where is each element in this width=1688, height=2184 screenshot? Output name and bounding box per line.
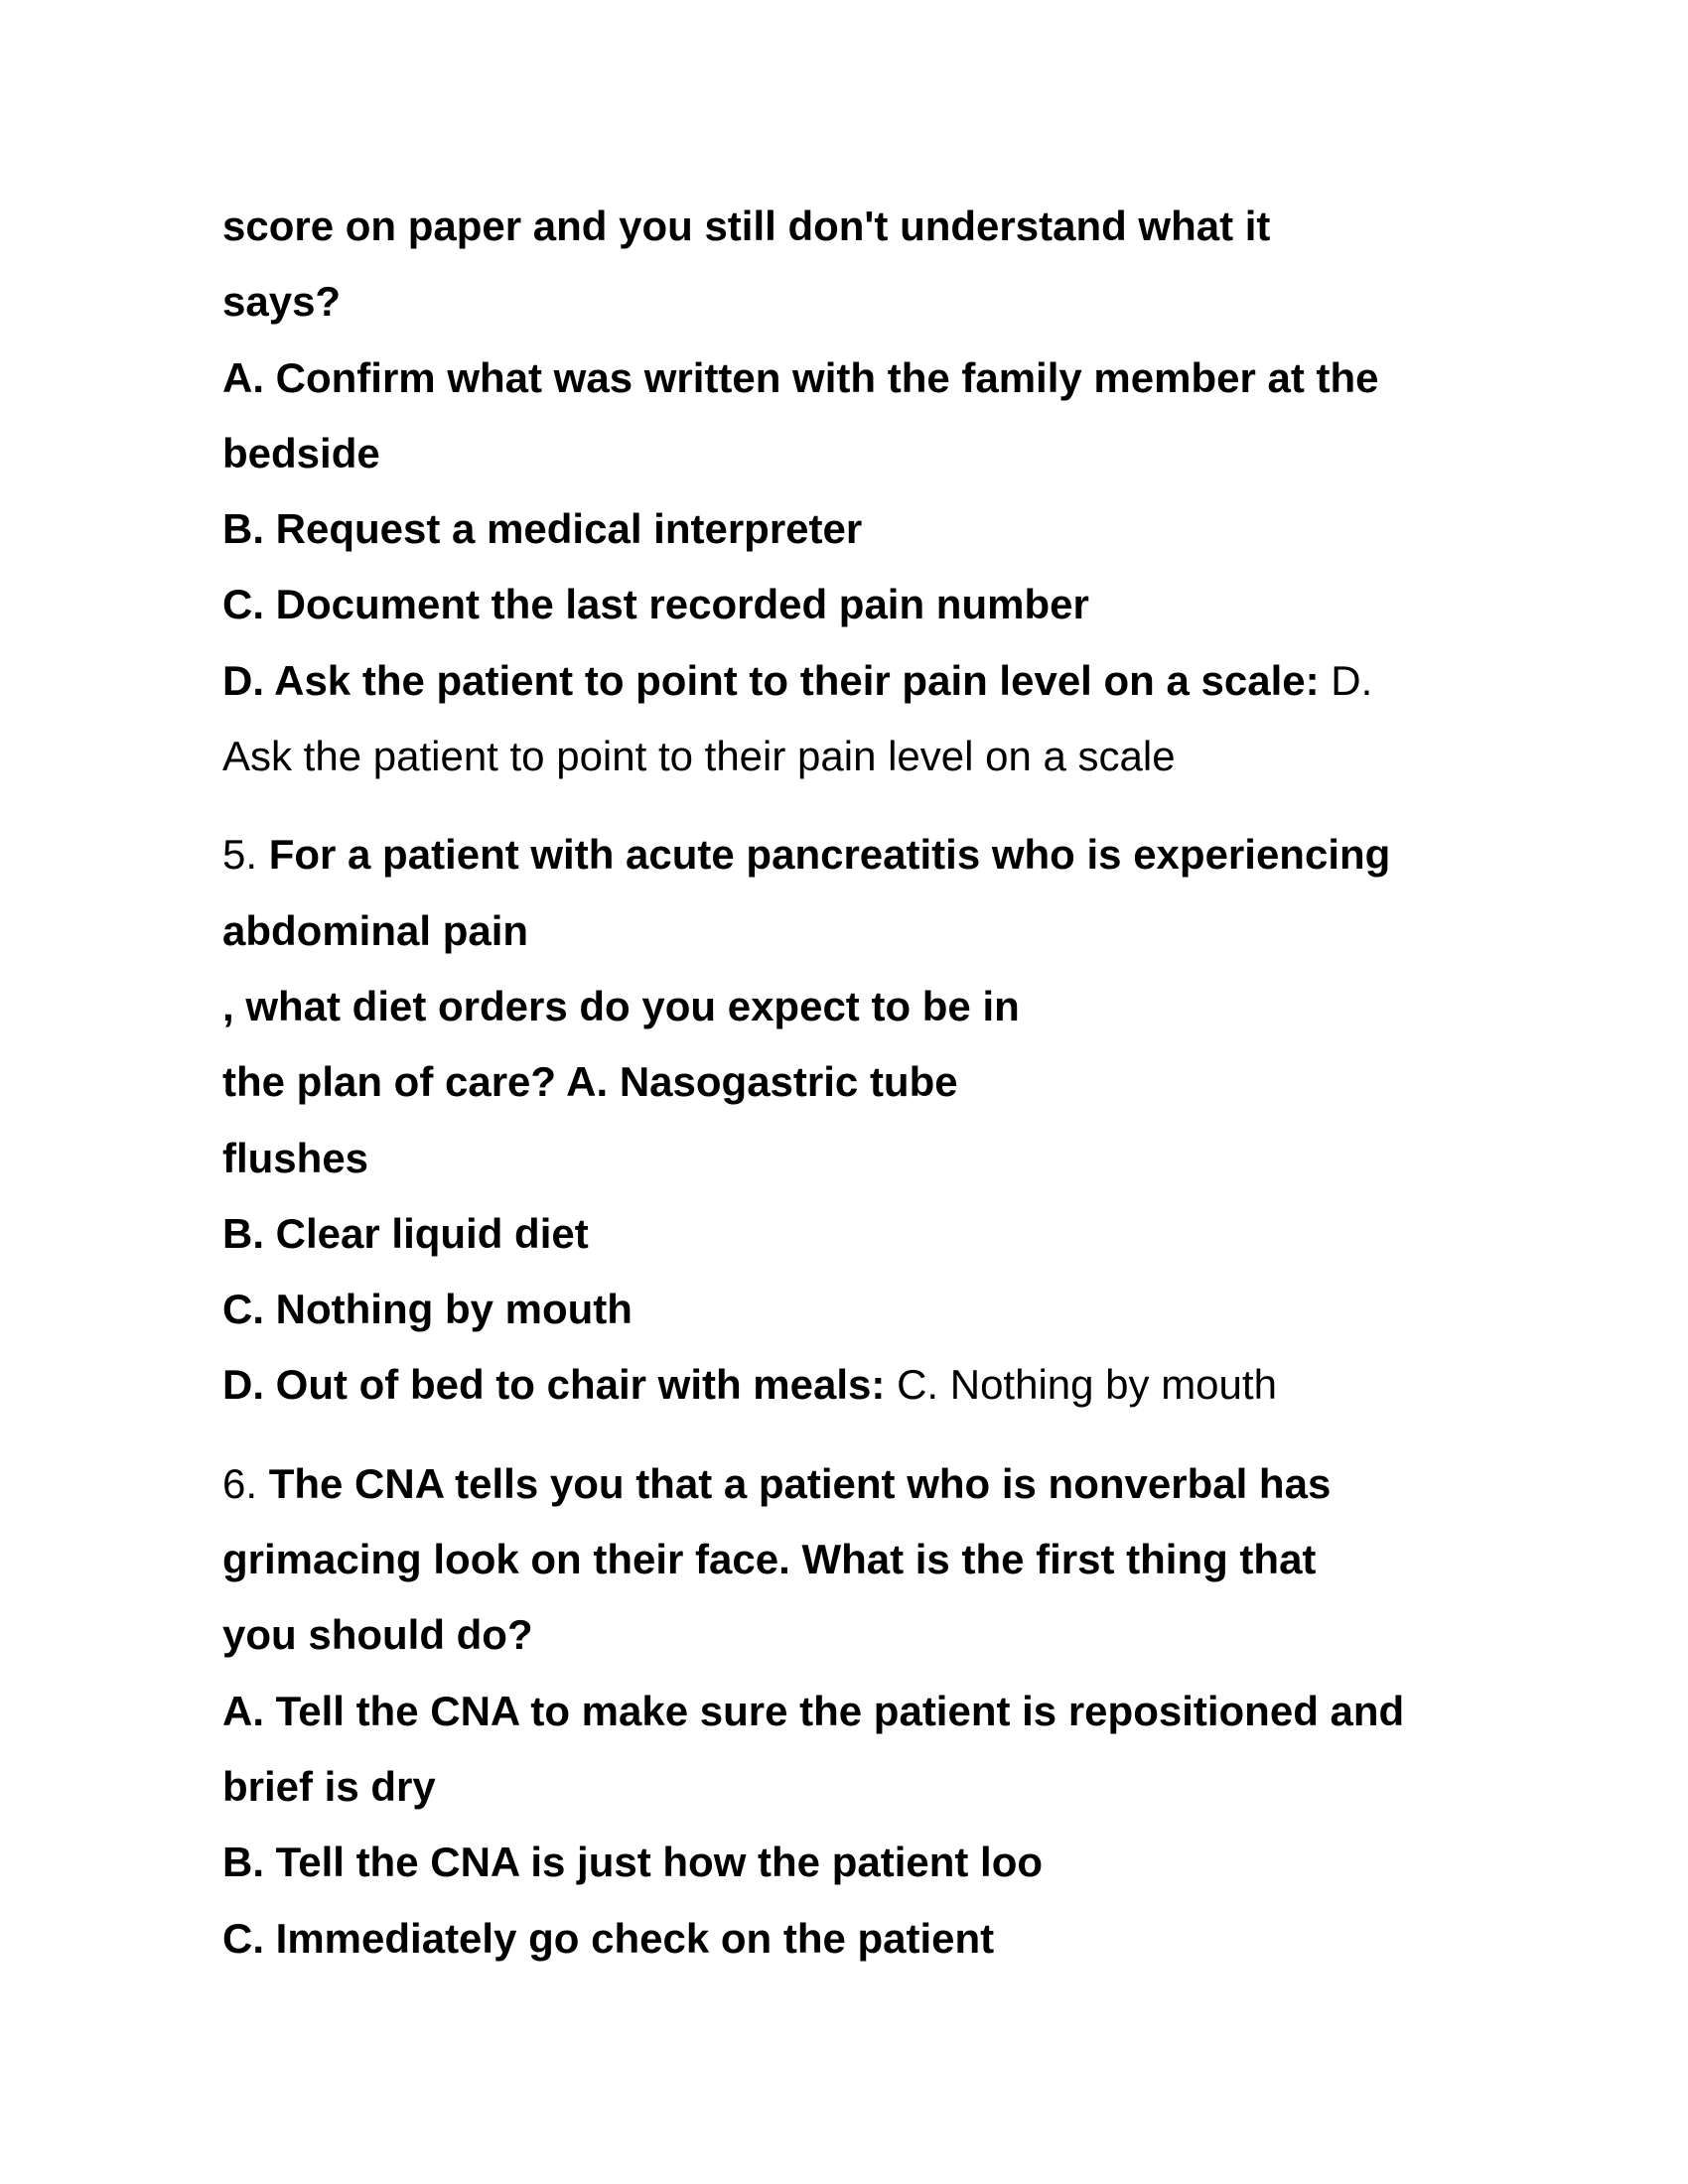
question-5-number: 5. [222,831,258,879]
question-5-option-c: C. Nothing by mouth [222,1286,633,1333]
question-6-option-b: B. Tell the CNA is just how the patient loo [222,1839,1044,1886]
question-6-number: 6. [222,1459,258,1507]
question-5-stem-line [222,817,1513,892]
question-4-option-a: A. Confirm what was written with the family member at the [222,353,1379,401]
question-4-answer-cont: Ask the patient to point to their pain level on a scale [222,733,1176,780]
question-6-option-a: A. Tell the CNA to make sure the patient is repositioned and [222,1687,1405,1734]
question-4-answer: D. [1331,656,1373,704]
question-6-stem: The CNA tells you that a patient who is nonverbal has [268,1459,1332,1507]
question-6-stem-line: grimacing look on their face. What is the first thing that [222,1536,1317,1583]
question-5-stem-line: flushes [222,1134,369,1181]
question-5-stem-line: abdominal pain [222,906,529,954]
question-4-option-a-cont: bedside [222,429,380,477]
question-6-option-a-cont: brief is dry [222,1762,436,1810]
question-5-answer: C. Nothing by mouth [897,1361,1277,1409]
question-6-option-c: C. Immediately go check on the patient [222,1914,995,1962]
question-4 [222,189,1513,794]
question-4-option-b: B. Request a medical interpreter [222,505,863,553]
question-5-option-d-line [222,1347,1513,1423]
question-4-option-d-line [222,643,1513,719]
question-6-stem-line [222,1446,1513,1522]
document-page [222,189,1513,1977]
question-5-stem-line: , what diet orders do you expect to be in [222,982,1020,1029]
question-6 [222,1446,1513,1977]
question-5-option-d: D. Out of bed to chair with meals: [222,1361,886,1409]
question-4-option-d: D. Ask the patient to point to their pain level on a scale: [222,656,1320,704]
question-6-stem-line: you should do? [222,1611,533,1659]
question-5-option-b: B. Clear liquid diet [222,1209,589,1257]
question-5 [222,817,1513,1423]
question-4-stem-line: score on paper and you still don't understand what it [222,203,1271,249]
question-5-stem-line: the plan of care? A. Nasogastric tube [222,1058,958,1106]
question-4-option-c: C. Document the last recorded pain number [222,581,1089,628]
question-4-stem-line: says? [222,278,342,326]
question-5-stem: For a patient with acute pancreatitis who is experiencing [268,831,1391,879]
